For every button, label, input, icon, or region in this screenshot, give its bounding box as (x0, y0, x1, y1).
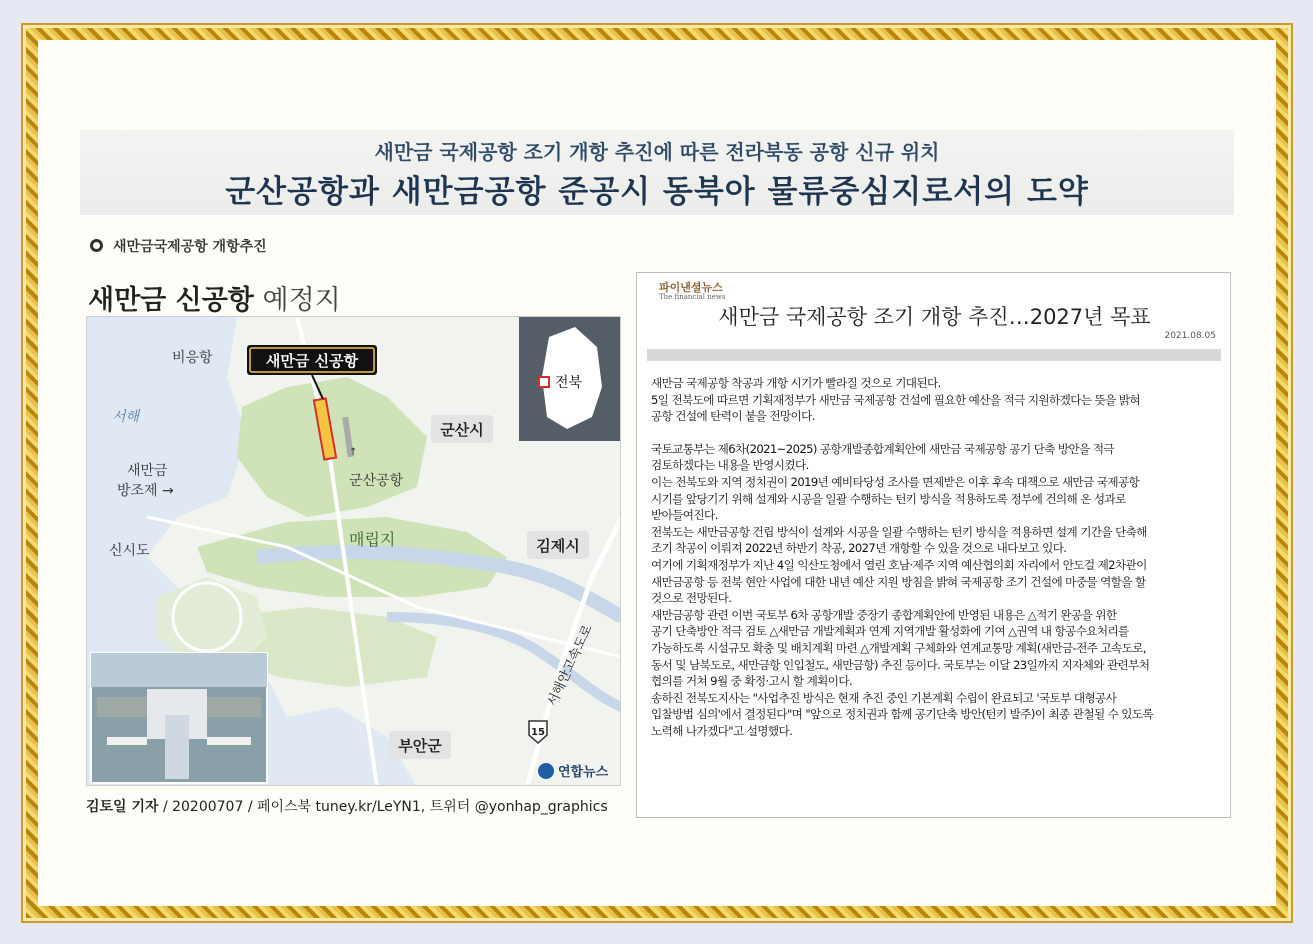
news-headline: 새만금 국제공항 조기 개항 추진…2027년 목표 (718, 305, 1151, 329)
label-route: 15 (531, 727, 545, 738)
news-body (651, 375, 1217, 739)
body-line: 전북도는 새만금공항 건립 방식이 설계와 시공을 일괄 수행하는 턴키 방식을 적용하면 설계 기간을 단축해 (651, 524, 1147, 539)
label-gunsan-airport: 군산공항 (349, 473, 404, 489)
callout-label: 새만금 신공항 (265, 352, 359, 370)
headline-divider-bar (647, 349, 1221, 361)
body-line: 가능하도록 시설규모 확충 및 배치계획 마련 △개발계획 구체화와 연계교통망 계획(새만금-전주 고속도로, (651, 640, 1146, 655)
label-bieung: 비응항 (172, 350, 213, 366)
body-line: 시기를 앞당기기 위해 설계와 시공을 일괄 수행하는 턴키 방식을 적용하도록 정부에 건의해 온 성과로 (651, 491, 1126, 506)
label-agency: 연합뉴스 (558, 765, 609, 780)
body-line: 검토하겠다는 내용을 반영시켰다. (651, 458, 809, 473)
page-title: 군산공항과 새만금공항 준공시 동북아 물류중심지로서의 도약 (225, 174, 1089, 210)
jeonbuk-marker (539, 377, 549, 387)
credit-author: 김토일 기자 (86, 799, 159, 815)
body-line: 이는 전북도와 지역 정치권이 2019년 예비타당성 조사를 면제받은 이후 후속 대책으로 새만금 국제공항 (651, 474, 1140, 489)
label-maeripji: 매립지 (349, 530, 396, 549)
label-bangjoje1: 새만금 (127, 463, 168, 479)
body-line: 것으로 전망된다. (651, 591, 732, 606)
label-seohae: 서해 (112, 409, 140, 425)
label-gunsan-si: 군산시 (440, 421, 484, 439)
yonhap-logo-icon (538, 763, 554, 779)
news-date: 2021.08.05 (1164, 331, 1216, 341)
section-heading (90, 236, 267, 256)
map-graphic (87, 317, 621, 786)
map-title-light: 예정지 (262, 285, 341, 316)
newspaper-logo: 파이낸셜뉴스 (659, 281, 723, 294)
map-credit (86, 796, 608, 816)
label-highway: 서해안고속도로 (545, 622, 596, 709)
map-title (88, 278, 341, 317)
label-gimje-si: 김제시 (536, 537, 580, 555)
svg-text:↑: ↑ (349, 447, 358, 458)
credit-rest: / 20200707 / 페이스북 tuney.kr/LeYN1, 트위터 @yonhap_graphics (158, 799, 608, 815)
body-line: 새만금공항 관련 이번 국토부 6차 공항개발 중장기 종합계획안에 반영된 내용은 △적기 완공을 위한 (651, 607, 1117, 622)
airport-location-map (86, 316, 621, 786)
body-line: 국토교통부는 제6차(2021~2025) 공항개발종합계획안에 새만금 국제공항 공기 단축 방안을 적극 (651, 441, 1115, 456)
body-line: 조기 착공이 이뤄져 2022년 하반기 착공, 2027년 개항할 수 있을 것으로 내다보고 있다. (651, 541, 1067, 556)
newspaper-logo-sub: The financial news (659, 293, 726, 301)
body-line: 동서 및 남북도로, 새만금항 인입철도, 새만금항) 추진 등이다. 국토부는 이달 23일까지 지자체와 관련부처 (651, 657, 1150, 672)
body-line: 노력해 나가겠다"고 설명했다. (651, 723, 793, 738)
section-label: 새만금국제공항 개항추진 (113, 239, 267, 255)
label-sinsido: 신시도 (109, 543, 150, 559)
news-article-clipping (636, 272, 1231, 818)
label-buan-gun: 부안군 (398, 737, 442, 755)
circle-bullet-icon (90, 239, 103, 252)
body-line: 협의를 거쳐 9월 중 확정·고시 할 계획이다. (651, 674, 853, 689)
body-line: 새만금 국제공항 착공과 개항 시기가 빨라질 것으로 기대된다. (651, 376, 941, 390)
body-line: 받아들여진다. (651, 508, 718, 523)
body-line: 공항 건설에 탄력이 붙을 전망이다. (651, 409, 815, 424)
body-line: 새만금공항 등 전북 현안 사업에 대한 내년 예산 지원 방침을 밝혀 국제공항 조기 건설에 마중물 역할을 할 (651, 574, 1146, 589)
body-line: 5일 전북도에 따르면 기획재정부가 새만금 국제공항 건설에 필요한 예산을 적극 지원하겠다는 뜻을 밝혀 (651, 392, 1140, 407)
body-line: 공기 단축방안 적극 검토 △새만금 개발계획과 연계 지역개발 활성화에 기여 △권역 내 항공수요처리를 (651, 624, 1129, 639)
page-subtitle: 새만금 국제공항 조기 개항 추진에 따른 전라북동 공항 신규 위치 (374, 140, 940, 164)
label-jeonbuk: 전북 (555, 375, 583, 391)
body-line: 입찰방법 심의'에서 결정된다"며 "앞으로 정치권과 함께 공기단축 방안(턴키 발주)이 최종 관철될 수 있도록 (651, 707, 1154, 722)
map-title-bold: 새만금 신공항 (88, 285, 254, 316)
body-line: 여기에 기획재정부가 지난 4일 익산도청에서 열린 호남·제주 지역 예산협의회 자리에서 안도걸 제2차관이 (651, 557, 1147, 572)
label-bangjoje2: 방조제 → (117, 483, 174, 499)
body-line: 송하진 전북도지사는 "사업추진 방식은 현재 추진 중인 기본계획 수립이 완료되고 '국토부 대형공사 (651, 690, 1117, 705)
